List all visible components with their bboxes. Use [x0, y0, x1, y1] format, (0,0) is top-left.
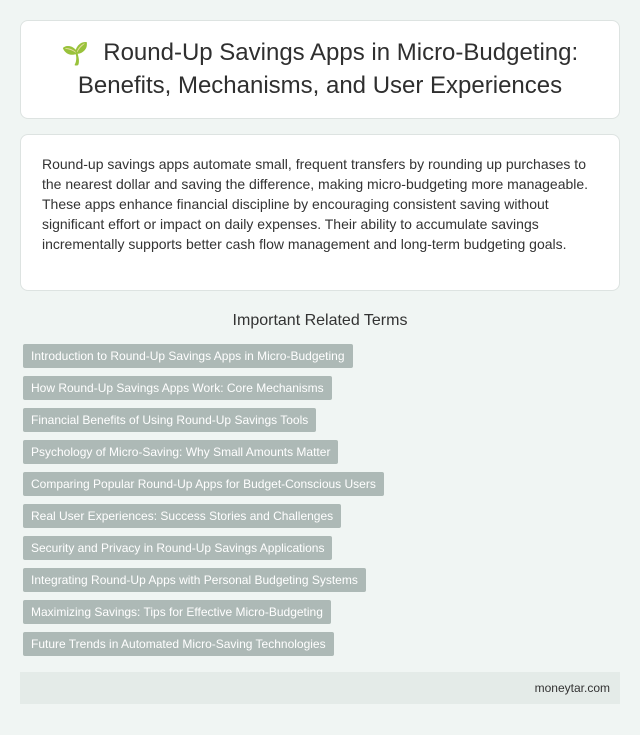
list-item [23, 504, 623, 536]
summary-card [20, 134, 620, 291]
term-tag[interactable]: Introduction to Round-Up Savings Apps in Micro-Budgeting [23, 344, 353, 368]
list-item [23, 568, 623, 600]
term-tag[interactable]: Real User Experiences: Success Stories and Challenges [23, 504, 341, 528]
list-item [23, 536, 623, 568]
related-terms-list [23, 344, 623, 664]
list-item [23, 600, 623, 632]
summary-text: Round-up savings apps automate small, frequent transfers by rounding up purchases to the nearest dollar and saving the difference, making micro-budgeting more manageable. These apps enhance financial discipline by encouraging consistent saving without significant effort or impact on daily expenses. Their ability to accumulate savings incrementally supports better cash flow management and long-term budgeting goals. [42, 156, 589, 252]
list-item [23, 408, 623, 440]
page-title [41, 37, 599, 102]
list-item [23, 376, 623, 408]
term-tag[interactable]: Psychology of Micro-Saving: Why Small Amounts Matter [23, 440, 338, 464]
term-tag[interactable]: Integrating Round-Up Apps with Personal Budgeting Systems [23, 568, 366, 592]
term-tag[interactable]: Security and Privacy in Round-Up Savings Applications [23, 536, 332, 560]
term-tag[interactable]: Future Trends in Automated Micro-Saving Technologies [23, 632, 334, 656]
footer-site-name: moneytar.com [534, 681, 610, 695]
footer [20, 672, 620, 704]
term-tag[interactable]: Financial Benefits of Using Round-Up Savings Tools [23, 408, 316, 432]
term-tag[interactable]: Maximizing Savings: Tips for Effective Micro-Budgeting [23, 600, 331, 624]
page-title-text: Round-Up Savings Apps in Micro-Budgeting: Benefits, Mechanisms, and User Experiences [77, 39, 579, 99]
term-tag[interactable]: How Round-Up Savings Apps Work: Core Mechanisms [23, 376, 332, 400]
list-item [23, 472, 623, 504]
title-card [20, 20, 620, 119]
seedling-icon: 🌱 [61, 41, 90, 66]
list-item [23, 440, 623, 472]
term-tag[interactable]: Comparing Popular Round-Up Apps for Budget-Conscious Users [23, 472, 384, 496]
related-terms-heading: Important Related Terms [232, 312, 408, 329]
list-item [23, 632, 623, 664]
list-item [23, 344, 623, 376]
